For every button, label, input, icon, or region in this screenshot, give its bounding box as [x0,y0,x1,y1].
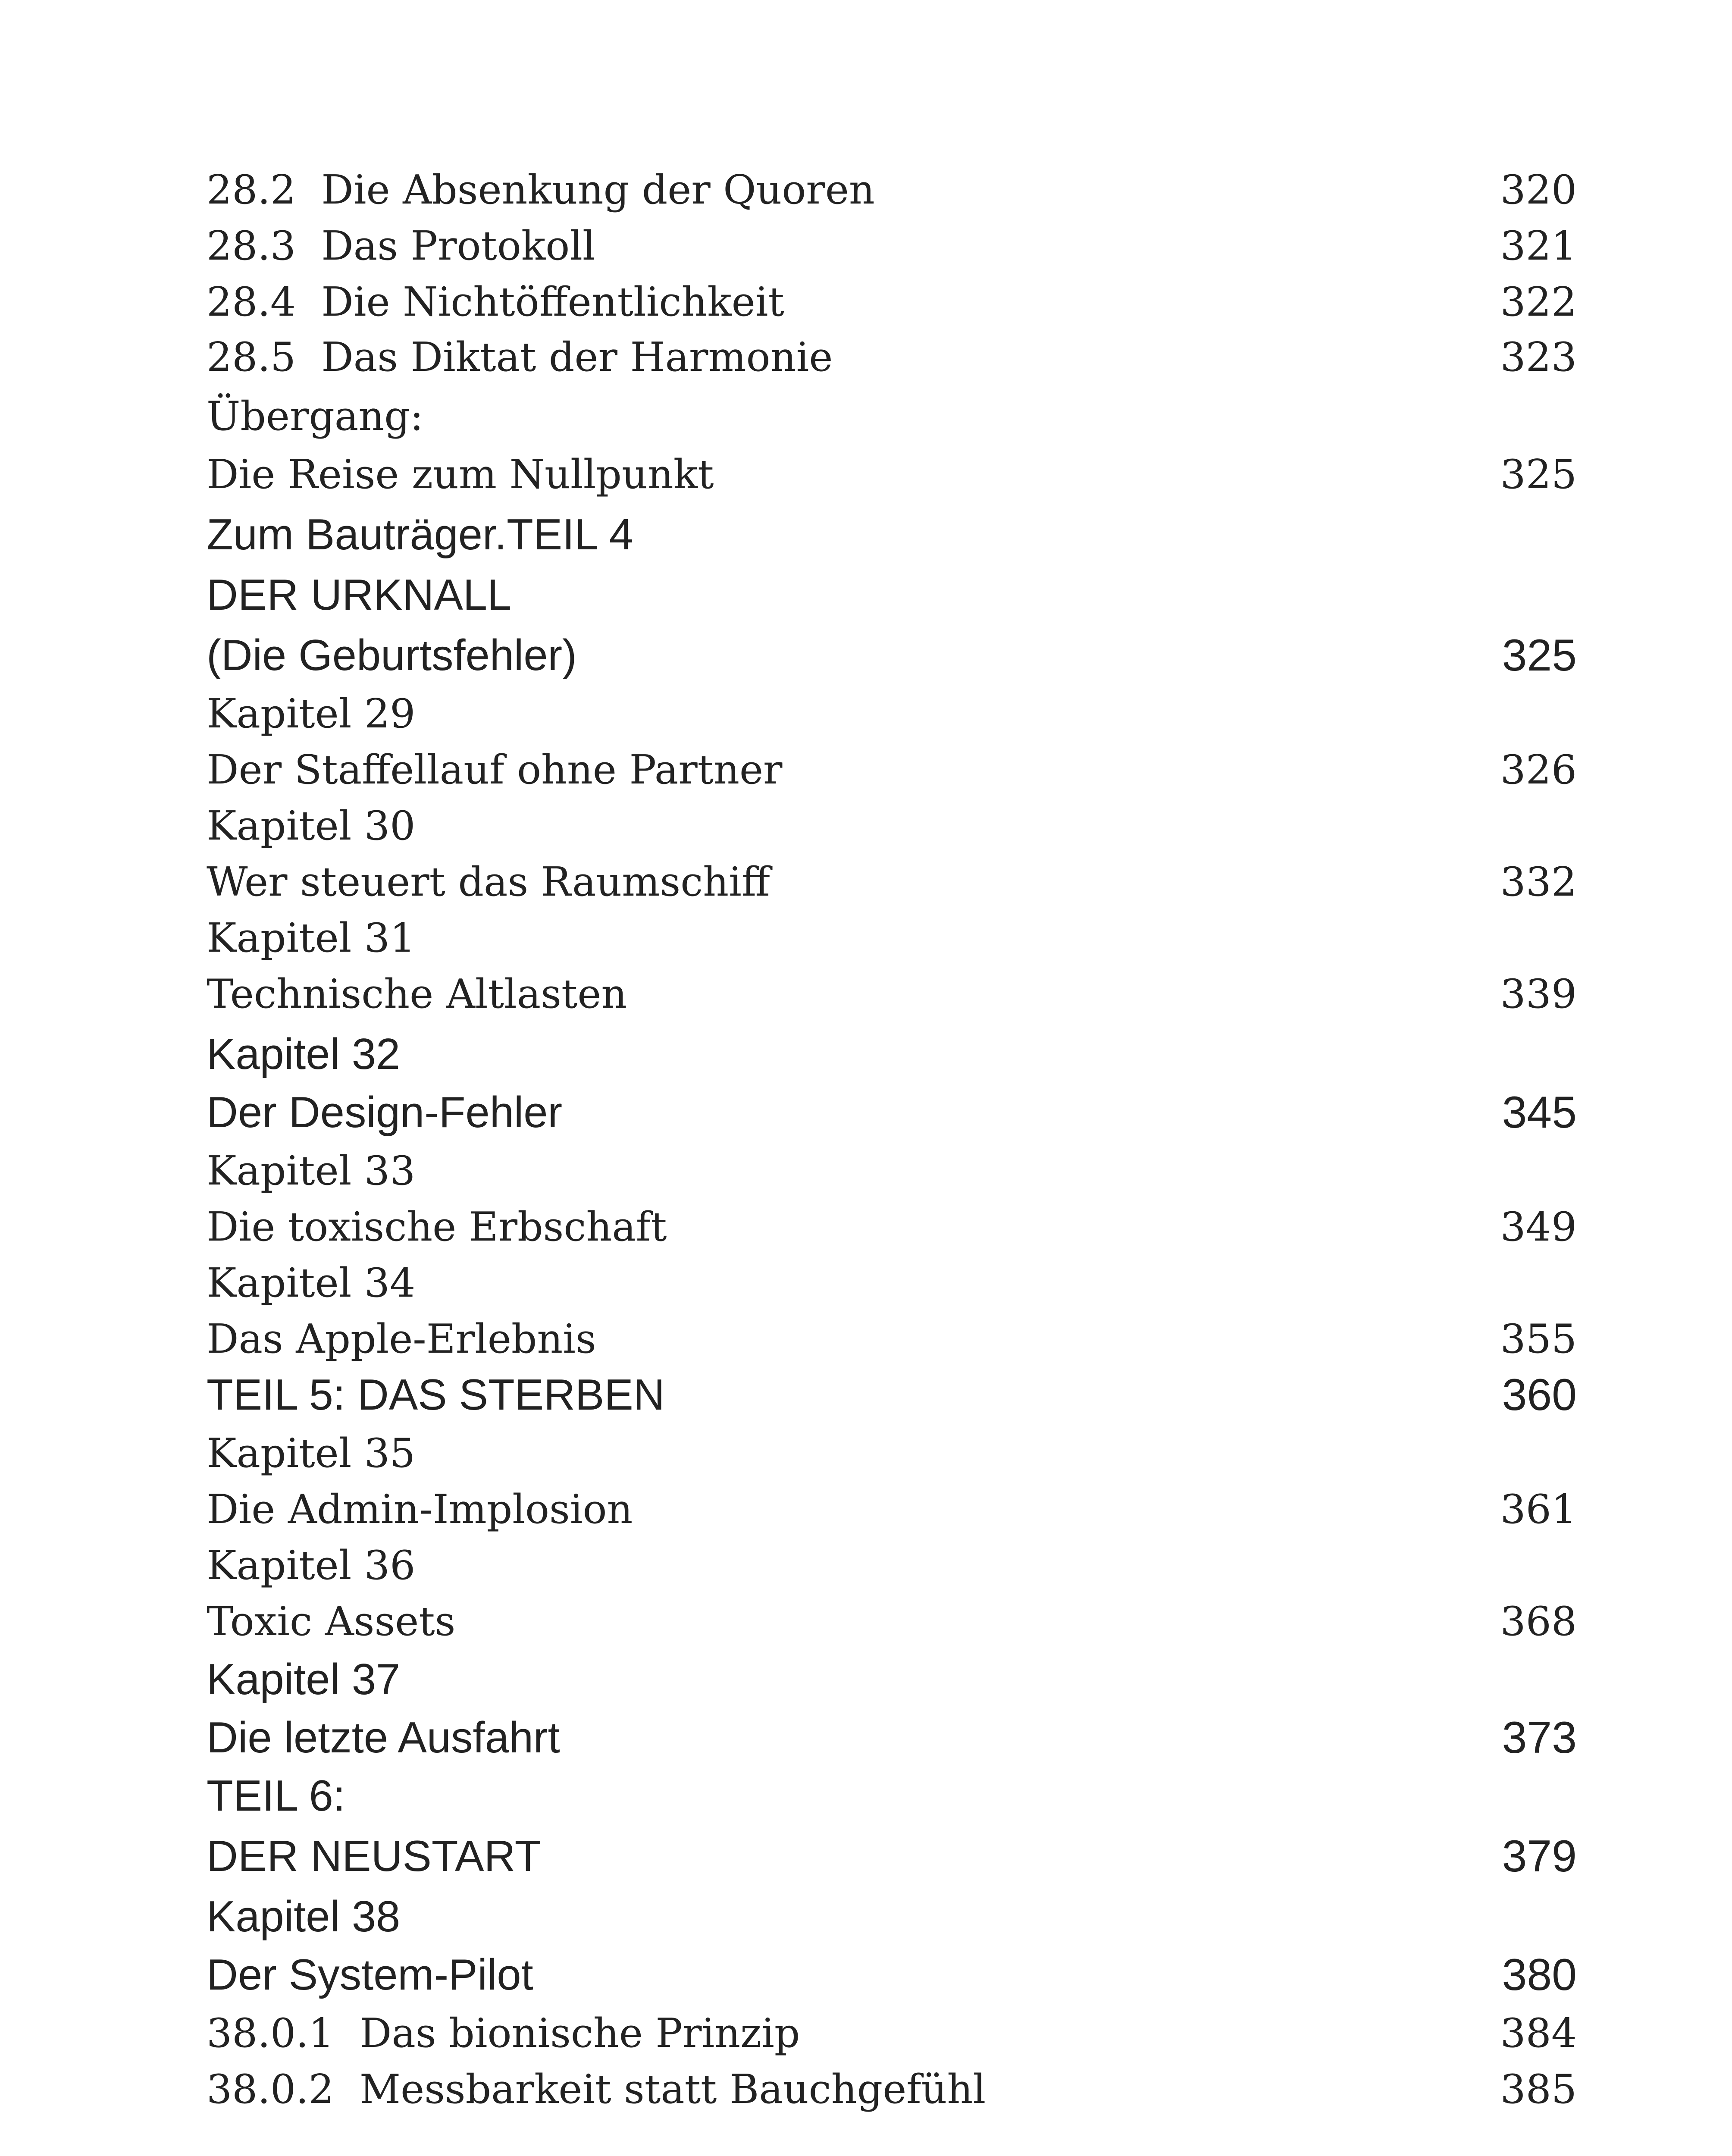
toc-entry [207,1593,1577,1649]
toc-entry-title: Kapitel 37 [207,1655,401,1704]
toc-entry [207,686,1577,742]
toc-entry [207,1481,1577,1537]
toc-entry-page: 379 [1502,1831,1577,1881]
toc-entry [207,388,1577,444]
toc-entry [207,329,1577,385]
toc-entry-title: 28.4 Die Nichtöffentlichkeit [207,279,784,325]
toc-entry [207,1084,1577,1141]
toc-entry [207,854,1577,910]
toc-entry-title: Kapitel 31 [207,915,416,961]
toc-entry [207,1311,1577,1367]
toc-entry [207,274,1577,330]
toc-entry [207,1651,1577,1708]
toc-entry [207,1710,1577,1766]
toc-entry-title: 28.3 Das Protokoll [207,222,595,269]
toc-entry [207,742,1577,798]
toc-entry-title: TEIL 6: [207,1772,345,1820]
toc-entry [207,1537,1577,1593]
toc-entry-title: Zum Bauträger.TEIL 4 [207,511,633,559]
toc-entry-page: 332 [1500,859,1577,905]
toc-entry-title: Toxic Assets [207,1598,456,1645]
toc-entry-title: Übergang: [207,393,424,439]
toc-entry-title: 28.2 Die Absenkung der Quoren [207,166,875,213]
toc-entry-title: Die Admin-Implosion [207,1486,633,1532]
toc-entry-page: 321 [1500,222,1577,269]
toc-entry [207,162,1577,218]
toc-entry-title: Die Reise zum Nullpunkt [207,451,714,498]
toc-entry-page: 322 [1500,279,1577,325]
toc-entry [207,1199,1577,1255]
toc-entry [207,1828,1577,1884]
toc-entry-page: 360 [1502,1370,1577,1420]
toc-entry [207,1143,1577,1199]
toc-entry-page: 380 [1502,1950,1577,2000]
toc-entry-page: 373 [1502,1713,1577,1763]
toc-entry-page: 320 [1500,166,1577,213]
toc-entry-title: Der Design-Fehler [207,1088,563,1137]
toc-entry-title: (Die Geburtsfehler) [207,631,577,680]
toc-entry-title: TEIL 5: DAS STERBEN [207,1371,665,1419]
toc-entry-title: Kapitel 33 [207,1147,416,1194]
toc-entry-page: 361 [1500,1486,1577,1532]
toc-entry [207,1425,1577,1481]
toc-entry [207,627,1577,683]
toc-entry-title: Der System-Pilot [207,1951,533,1999]
toc-entry-title: Die letzte Ausfahrt [207,1714,560,1762]
toc-entry-title: Kapitel 32 [207,1030,401,1078]
toc-entry-page: 325 [1500,451,1577,498]
toc-entry-page: 385 [1500,2066,1577,2112]
toc-entry-title: 28.5 Das Diktat der Harmonie [207,334,833,380]
toc-entry [207,567,1577,623]
toc-entry-title: Kapitel 36 [207,1542,416,1589]
toc-entry-title: Kapitel 34 [207,1260,416,1306]
toc-entry [207,2005,1577,2061]
toc-entry-page: 345 [1502,1087,1577,1138]
toc-entry [207,1947,1577,2003]
toc-entry-title: Kapitel 30 [207,802,416,849]
toc-entry [207,798,1577,854]
toc-entry-page: 323 [1500,334,1577,380]
toc-entry-page: 384 [1500,2010,1577,2056]
toc-entry-page: 326 [1500,746,1577,793]
toc-entry [207,218,1577,274]
toc-entry-title: 38.0.1 Das bionische Prinzip [207,2010,800,2056]
toc-entry-title: Kapitel 29 [207,690,416,737]
toc-entry-title: 38.0.2 Messbarkeit statt Bauchgefühl [207,2066,986,2112]
toc-entry-title: Die toxische Erbschaft [207,1203,667,1250]
toc-entry [207,910,1577,966]
toc-entry-title: DER NEUSTART [207,1832,542,1880]
toc-entry [207,1255,1577,1311]
toc-entry-page: 339 [1500,971,1577,1017]
toc-entry-page: 355 [1500,1316,1577,1362]
toc-entry [207,507,1577,563]
toc-entry [207,1889,1577,1945]
toc-entry-page: 368 [1500,1598,1577,1645]
toc-entry-title: Der Staffellauf ohne Partner [207,746,783,793]
toc-entry-title: Kapitel 35 [207,1430,416,1476]
toc-entry [207,1026,1577,1082]
toc-entry-title: Wer steuert das Raumschiff [207,859,770,905]
toc-entry-title: Kapitel 38 [207,1893,401,1941]
toc-entry-title: Technische Altlasten [207,971,627,1017]
toc-entry [207,1367,1577,1423]
toc-entry-page: 325 [1502,630,1577,680]
toc-entry [207,1768,1577,1824]
toc-entry-page: 349 [1500,1203,1577,1250]
toc-entry [207,2061,1577,2117]
toc-entry-title: DER URKNALL [207,571,512,619]
toc-entry-title: Das Apple-Erlebnis [207,1316,596,1362]
toc-entry [207,446,1577,502]
toc-entry [207,966,1577,1022]
